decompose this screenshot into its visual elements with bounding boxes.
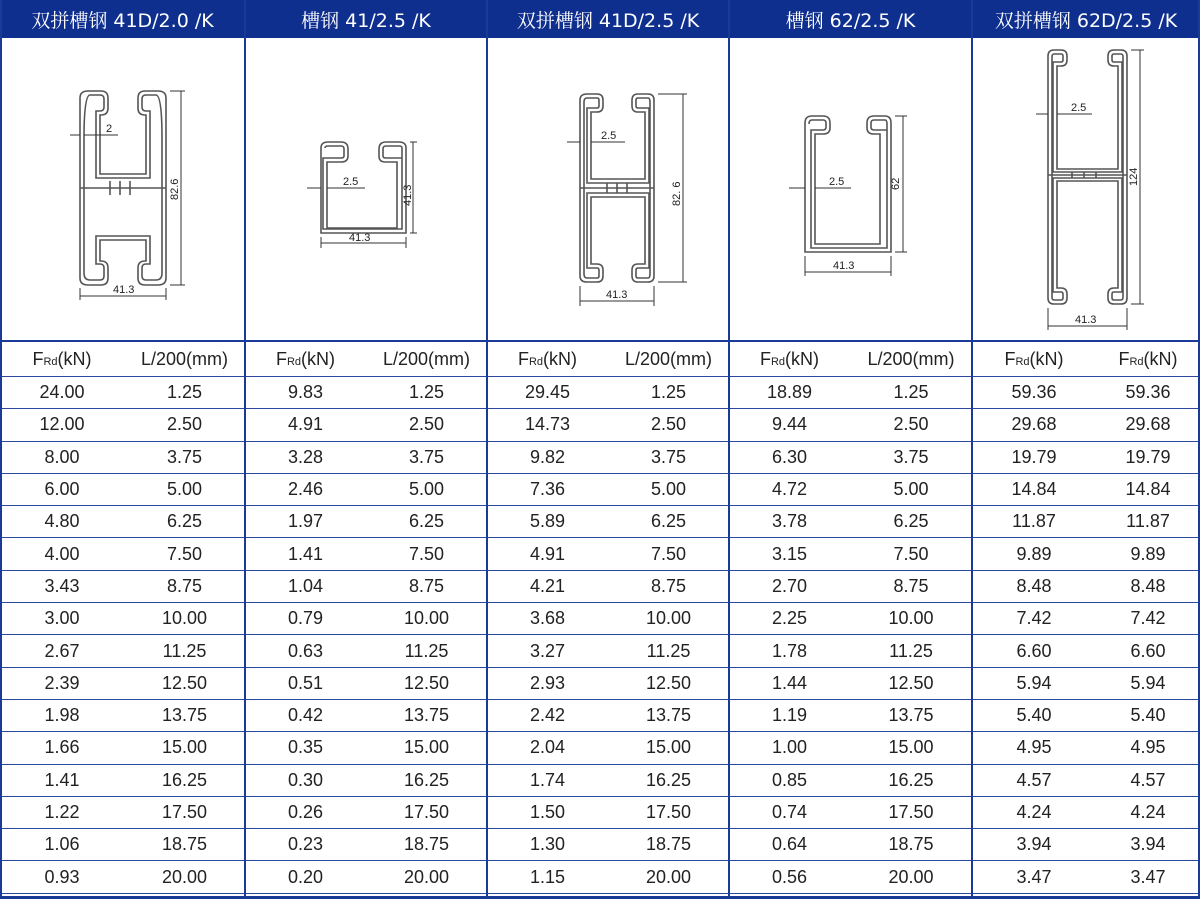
- table-cell: 1.04: [245, 570, 366, 602]
- table-cell: 16.25: [366, 764, 487, 796]
- table-cell: 3.68: [487, 603, 608, 635]
- table-row: [0, 570, 1200, 602]
- table-cell: 19.79: [972, 441, 1096, 473]
- table-row: [0, 764, 1200, 796]
- table-cell: 0.23: [245, 829, 366, 861]
- table-cell: 1.66: [0, 732, 124, 764]
- table-bottom-rule: [0, 896, 1200, 899]
- table-cell: 8.75: [366, 570, 487, 602]
- table-cell: 1.25: [608, 377, 729, 409]
- table-cell: 4.91: [245, 409, 366, 441]
- table-cell: 3.75: [124, 441, 245, 473]
- table-cell: 11.87: [1096, 506, 1200, 538]
- table-cell: 5.00: [850, 473, 972, 505]
- dim-thickness: 2.5: [601, 130, 617, 142]
- table-cell: 6.25: [850, 506, 972, 538]
- dim-width: 41.3: [1075, 314, 1097, 326]
- table-cell: 4.72: [729, 473, 850, 505]
- table-cell: 0.85: [729, 764, 850, 796]
- table-cell: 11.25: [850, 635, 972, 667]
- table-cell: 18.89: [729, 377, 850, 409]
- table-cell: 4.95: [1096, 732, 1200, 764]
- table-cell: 14.84: [972, 473, 1096, 505]
- table-cell: 2.70: [729, 570, 850, 602]
- table-cell: 1.06: [0, 829, 124, 861]
- column-divider: [486, 0, 488, 897]
- table-cell: 3.47: [1096, 861, 1200, 893]
- table-cell: 59.36: [972, 377, 1096, 409]
- table-cell: 9.83: [245, 377, 366, 409]
- table-cell: 17.50: [124, 796, 245, 828]
- table-cell: 1.41: [0, 764, 124, 796]
- col-header-deflection: L/200(mm): [850, 341, 972, 377]
- table-cell: 13.75: [124, 699, 245, 731]
- table-row: [0, 538, 1200, 570]
- col-header-deflection: L/200(mm): [608, 341, 729, 377]
- table-cell: 11.25: [608, 635, 729, 667]
- table-cell: 0.74: [729, 796, 850, 828]
- table-cell: 3.27: [487, 635, 608, 667]
- profile-diagram-41-2-5: [245, 38, 487, 340]
- col-header-force: FRd(kN): [487, 341, 608, 377]
- table-cell: 3.75: [850, 441, 972, 473]
- table-cell: 0.64: [729, 829, 850, 861]
- column-divider: [728, 0, 730, 897]
- table-row: [0, 377, 1200, 409]
- dim-width: 41.3: [833, 260, 855, 272]
- product-title-41d-2-0: 双拼槽钢 41D/2.0 /K: [0, 0, 245, 38]
- table-cell: 17.50: [366, 796, 487, 828]
- table-cell: 24.00: [0, 377, 124, 409]
- table-cell: 5.00: [124, 473, 245, 505]
- profile-diagram-41d-2-5: [487, 38, 729, 340]
- table-cell: 14.73: [487, 409, 608, 441]
- table-cell: 8.75: [608, 570, 729, 602]
- table-cell: 6.60: [1096, 635, 1200, 667]
- dim-thickness: 2: [106, 123, 113, 135]
- table-cell: 2.42: [487, 699, 608, 731]
- table-cell: 15.00: [366, 732, 487, 764]
- dim-height: 82. 6: [671, 181, 683, 206]
- table-cell: 10.00: [850, 603, 972, 635]
- table-cell: 3.43: [0, 570, 124, 602]
- col-header-force: FRd(kN): [729, 341, 850, 377]
- table-body: [0, 377, 1200, 894]
- col-header-force: FRd(kN): [972, 341, 1096, 377]
- table-cell: 18.75: [608, 829, 729, 861]
- table-cell: 1.74: [487, 764, 608, 796]
- table-cell: 11.87: [972, 506, 1096, 538]
- table-cell: 17.50: [608, 796, 729, 828]
- table-cell: 59.36: [1096, 377, 1200, 409]
- profile-diagram-62d-2-5: [972, 38, 1200, 340]
- table-cell: 0.79: [245, 603, 366, 635]
- table-cell: 9.89: [972, 538, 1096, 570]
- table-cell: 4.57: [972, 764, 1096, 796]
- table-cell: 3.94: [1096, 829, 1200, 861]
- table-cell: 8.48: [972, 570, 1096, 602]
- table-row: [0, 506, 1200, 538]
- table-cell: 0.56: [729, 861, 850, 893]
- table-cell: 7.50: [366, 538, 487, 570]
- table-cell: 9.82: [487, 441, 608, 473]
- table-cell: 6.25: [124, 506, 245, 538]
- table-cell: 5.89: [487, 506, 608, 538]
- table-cell: 13.75: [366, 699, 487, 731]
- product-title-41d-2-5: 双拼槽钢 41D/2.5 /K: [487, 0, 729, 38]
- table-cell: 14.84: [1096, 473, 1200, 505]
- table-cell: 12.50: [850, 667, 972, 699]
- dim-width: 41.3: [349, 232, 371, 244]
- table-cell: 20.00: [366, 861, 487, 893]
- table-cell: 4.24: [1096, 796, 1200, 828]
- table-row: [0, 603, 1200, 635]
- table-cell: 2.50: [608, 409, 729, 441]
- table-cell: 4.00: [0, 538, 124, 570]
- table-cell: 29.68: [972, 409, 1096, 441]
- dim-width: 41.3: [606, 289, 628, 301]
- table-cell: 18.75: [124, 829, 245, 861]
- table-cell: 20.00: [850, 861, 972, 893]
- table-cell: 10.00: [366, 603, 487, 635]
- table-cell: 7.50: [124, 538, 245, 570]
- table-cell: 5.40: [1096, 699, 1200, 731]
- table-cell: 1.97: [245, 506, 366, 538]
- table-cell: 0.93: [0, 861, 124, 893]
- col-header-deflection: L/200(mm): [366, 341, 487, 377]
- table-cell: 5.00: [608, 473, 729, 505]
- table-cell: 1.44: [729, 667, 850, 699]
- table-cell: 7.42: [972, 603, 1096, 635]
- table-cell: 4.91: [487, 538, 608, 570]
- table-cell: 2.50: [366, 409, 487, 441]
- table-cell: 1.22: [0, 796, 124, 828]
- load-table: [0, 340, 1200, 894]
- table-row: [0, 473, 1200, 505]
- table-cell: 11.25: [124, 635, 245, 667]
- dim-height: 41.3: [402, 184, 414, 206]
- table-row: [0, 796, 1200, 828]
- table-cell: 12.00: [0, 409, 124, 441]
- table-cell: 1.25: [366, 377, 487, 409]
- table-cell: 0.63: [245, 635, 366, 667]
- table-cell: 13.75: [850, 699, 972, 731]
- table-cell: 5.40: [972, 699, 1096, 731]
- table-cell: 15.00: [850, 732, 972, 764]
- table-cell: 6.30: [729, 441, 850, 473]
- col-header-force: FRd(kN): [245, 341, 366, 377]
- table-cell: 13.75: [608, 699, 729, 731]
- table-cell: 6.25: [608, 506, 729, 538]
- table-cell: 12.50: [608, 667, 729, 699]
- table-cell: 4.95: [972, 732, 1096, 764]
- col-header-deflection: L/200(mm): [124, 341, 245, 377]
- table-cell: 4.21: [487, 570, 608, 602]
- table-cell: 2.46: [245, 473, 366, 505]
- table-cell: 0.20: [245, 861, 366, 893]
- table-cell: 2.93: [487, 667, 608, 699]
- table-cell: 10.00: [608, 603, 729, 635]
- product-title-62d-2-5: 双拼槽钢 62D/2.5 /K: [972, 0, 1200, 38]
- table-cell: 7.50: [850, 538, 972, 570]
- table-cell: 7.50: [608, 538, 729, 570]
- table-cell: 2.39: [0, 667, 124, 699]
- table-cell: 3.15: [729, 538, 850, 570]
- table-cell: 0.26: [245, 796, 366, 828]
- table-cell: 15.00: [124, 732, 245, 764]
- dim-thickness: 2.5: [1071, 102, 1087, 114]
- table-cell: 20.00: [124, 861, 245, 893]
- table-row: [0, 732, 1200, 764]
- table-cell: 6.25: [366, 506, 487, 538]
- table-cell: 2.25: [729, 603, 850, 635]
- table-cell: 1.50: [487, 796, 608, 828]
- table-cell: 0.42: [245, 699, 366, 731]
- column-divider: [0, 0, 2, 897]
- table-cell: 6.00: [0, 473, 124, 505]
- table-cell: 2.50: [850, 409, 972, 441]
- table-row: [0, 635, 1200, 667]
- product-title-41-2-5: 槽钢 41/2.5 /K: [245, 0, 487, 38]
- table-cell: 12.50: [366, 667, 487, 699]
- col-header-force: FRd(kN): [1096, 341, 1200, 377]
- table-cell: 17.50: [850, 796, 972, 828]
- table-cell: 12.50: [124, 667, 245, 699]
- table-cell: 8.75: [124, 570, 245, 602]
- table-cell: 0.30: [245, 764, 366, 796]
- table-cell: 2.04: [487, 732, 608, 764]
- table-cell: 3.00: [0, 603, 124, 635]
- table-cell: 16.25: [850, 764, 972, 796]
- table-cell: 1.30: [487, 829, 608, 861]
- profile-diagram-41d-2-0: [0, 38, 245, 340]
- table-cell: 1.00: [729, 732, 850, 764]
- table-cell: 1.25: [850, 377, 972, 409]
- table-cell: 3.75: [366, 441, 487, 473]
- dim-thickness: 2.5: [829, 176, 845, 188]
- table-cell: 2.50: [124, 409, 245, 441]
- table-cell: 5.94: [1096, 667, 1200, 699]
- table-header-row: [0, 341, 1200, 377]
- table-cell: 8.48: [1096, 570, 1200, 602]
- table-cell: 7.36: [487, 473, 608, 505]
- table-cell: 18.75: [366, 829, 487, 861]
- table-cell: 18.75: [850, 829, 972, 861]
- table-cell: 20.00: [608, 861, 729, 893]
- profile-diagram-62-2-5: [729, 38, 972, 340]
- dim-thickness: 2.5: [343, 176, 359, 188]
- table-row: [0, 699, 1200, 731]
- column-divider: [971, 0, 973, 897]
- table-cell: 0.35: [245, 732, 366, 764]
- product-title-62-2-5: 槽钢 62/2.5 /K: [729, 0, 972, 38]
- table-cell: 1.19: [729, 699, 850, 731]
- table-cell: 4.80: [0, 506, 124, 538]
- table-row: [0, 409, 1200, 441]
- table-cell: 3.94: [972, 829, 1096, 861]
- table-cell: 29.68: [1096, 409, 1200, 441]
- table-cell: 4.57: [1096, 764, 1200, 796]
- table-row: [0, 829, 1200, 861]
- table-row: [0, 861, 1200, 893]
- table-cell: 16.25: [608, 764, 729, 796]
- table-cell: 6.60: [972, 635, 1096, 667]
- table-cell: 5.00: [366, 473, 487, 505]
- table-cell: 11.25: [366, 635, 487, 667]
- table-cell: 19.79: [1096, 441, 1200, 473]
- table-cell: 1.25: [124, 377, 245, 409]
- table-cell: 3.47: [972, 861, 1096, 893]
- table-cell: 7.42: [1096, 603, 1200, 635]
- table-row: [0, 441, 1200, 473]
- table-cell: 29.45: [487, 377, 608, 409]
- dim-height: 82.6: [169, 178, 181, 200]
- table-cell: 16.25: [124, 764, 245, 796]
- table-cell: 15.00: [608, 732, 729, 764]
- table-cell: 8.00: [0, 441, 124, 473]
- dim-width: 41.3: [113, 284, 135, 296]
- dim-height: 124: [1128, 167, 1140, 186]
- table-cell: 2.67: [0, 635, 124, 667]
- table-cell: 4.24: [972, 796, 1096, 828]
- dim-height: 62: [890, 177, 902, 190]
- table-cell: 9.89: [1096, 538, 1200, 570]
- table-cell: 3.75: [608, 441, 729, 473]
- table-cell: 1.41: [245, 538, 366, 570]
- table-cell: 9.44: [729, 409, 850, 441]
- table-row: [0, 667, 1200, 699]
- column-divider: [244, 0, 246, 897]
- table-cell: 5.94: [972, 667, 1096, 699]
- table-cell: 1.15: [487, 861, 608, 893]
- table-cell: 1.98: [0, 699, 124, 731]
- table-cell: 3.28: [245, 441, 366, 473]
- table-cell: 0.51: [245, 667, 366, 699]
- table-cell: 10.00: [124, 603, 245, 635]
- col-header-force: FRd(kN): [0, 341, 124, 377]
- table-cell: 1.78: [729, 635, 850, 667]
- table-cell: 8.75: [850, 570, 972, 602]
- table-cell: 3.78: [729, 506, 850, 538]
